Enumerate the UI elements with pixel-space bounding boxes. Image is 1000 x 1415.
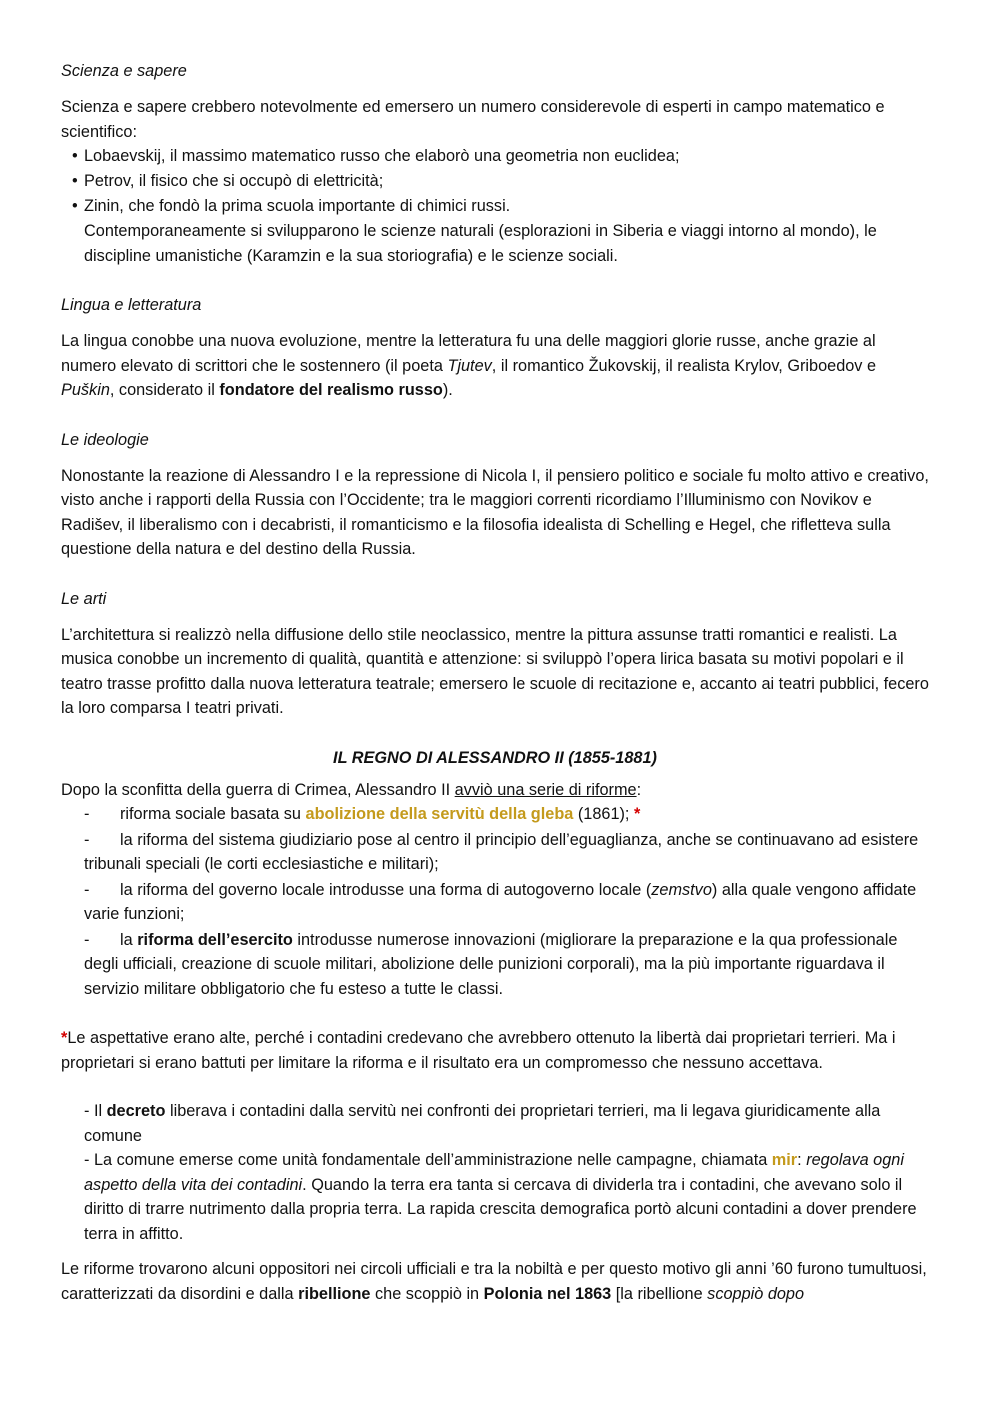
paragraph-scienza-continuation: Contemporaneamente si svilupparono le scienze naturali (esplorazioni in Siberia e viaggi intorno al mondo), le discipline umanistiche (Karamzin e la sua storiografia) e le scienze sociali. <box>84 222 877 265</box>
paragraph-oppositori: Le riforme trovarono alcuni oppositori nei circoli ufficiali e tra la nobiltà e per questo motivo gli anni ’60 furono tumultuosi, caratterizzati da disordini e dalla ribellione che scoppiò in Polonia nel 1863 [la ribellione scoppiò dopo <box>61 1260 927 1303</box>
paragraph-ideologie: Nonostante la reazione di Alessandro I e la repressione di Nicola I, il pensiero politico e sociale fu molto attivo e creativo, visto anche i rapporti della Russia con l’Occidente; tra le maggiori correnti ricordiamo l’Illuminismo con Novikov e Radišev, il liberalismo con i decabristi, il romanticismo e la filosofia idealista di Schelling e Hegel, che rifletteva sulla questione della natura e del destino della Russia. <box>61 466 929 558</box>
note-mir: - La comune emerse come unità fondamentale dell’amministrazione nelle campagne, chiamata mir: regolava ogni aspetto della vita dei contadini. Quando la terra era tanta si cercava di dividerla tra i contadini, che avevano solo il diritto di trarre nutrimento dalla propria terra. La rapida crescita demografica portò alcuni contadini a dover prendere terra in affitto. <box>84 1151 917 1243</box>
section-heading-ideologie: Le ideologie <box>61 430 149 449</box>
list-item: - la riforma del sistema giudiziario pose al centro il principio dell’eguaglianza, anche se continuavano ad esistere tribunali speciali (le corti ecclesiastiche e militari); <box>61 828 929 877</box>
paragraph-aspettative: *Le aspettative erano alte, perché i contadini credevano che avrebbero ottenuto la libertà dai proprietari terrieri. Ma i proprietari si erano battuti per limitare la riforma e il risultato era un compromesso che nessuno accettava. <box>61 1029 896 1072</box>
paragraph-lingua: La lingua conobbe una nuova evoluzione, mentre la letteratura fu una delle maggiori glorie russe, anche grazie al numero elevato di scrittori che le sostennero (il poeta Tjutev, il romantico Žukovskij, il realista Krylov, Griboedov e Puškin, considerato il fondatore del realismo russo). <box>61 332 877 399</box>
document-page <box>61 58 929 1306</box>
dash-icon: - <box>84 805 90 823</box>
bullet-icon: • <box>72 172 78 190</box>
bullet-list-scienziati <box>61 144 929 219</box>
paragraph-riforme-intro: Dopo la sconfitta della guerra di Crimea, Alessandro II avviò una serie di riforme: <box>61 780 642 799</box>
list-item: - riforma sociale basata su abolizione della servitù della gleba (1861); * <box>61 802 929 827</box>
note-decreto: - Il decreto liberava i contadini dalla servitù nei confronti dei proprietari terrieri, ma li legava giuridicamente alla comune <box>84 1102 881 1145</box>
footnote-star: * <box>61 1029 68 1047</box>
list-item: • Zinin, che fondò la prima scuola importante di chimici russi. <box>72 194 929 219</box>
list-item: • Lobaevskij, il massimo matematico russo che elaborò una geometria non euclidea; <box>72 144 929 169</box>
chapter-title: IL REGNO DI ALESSANDRO II (1855-1881) <box>333 748 657 767</box>
paragraph-arti: L’architettura si realizzò nella diffusione dello stile neoclassico, mentre la pittura assunse tratti romantici e realisti. La musica conobbe un incremento di qualità, quantità e attenzione: si sviluppò l’opera lirica basata su motivi popolari e il teatro trasse profitto dalla nuova letteratura teatrale; emersero le scuole di recitazione e, accanto ai teatri pubblici, fecero la loro comparsa I teatri privati. <box>61 625 929 717</box>
list-item: - la riforma del governo locale introdusse una forma di autogoverno locale (zemstvo) alla quale vengono affidate varie funzioni; <box>61 878 929 927</box>
dash-icon: - <box>84 830 90 849</box>
section-heading-lingua: Lingua e letteratura <box>61 296 202 314</box>
dash-icon: - <box>84 930 90 949</box>
paragraph-scienza-intro: Scienza e sapere crebbero notevolmente ed emersero un numero considerevole di esperti in campo matematico e scientifico: <box>61 98 885 141</box>
bullet-icon: • <box>72 197 78 215</box>
list-item: - la riforma dell’esercito introdusse numerose innovazioni (migliorare la preparazione e la qua professionale degli ufficiali, creazione di scuole militari, abolizione delle punizioni corporali), ma la più importante riguardava il servizio militare obbligatorio che fu esteso a tutte le classi. <box>61 928 929 1002</box>
dash-list-riforme <box>61 802 929 1001</box>
bullet-icon: • <box>72 147 78 165</box>
dash-icon: - <box>84 880 90 899</box>
list-item: • Petrov, il fisico che si occupò di elettricità; <box>72 169 929 194</box>
section-heading-arti: Le arti <box>61 589 107 608</box>
section-heading-scienza: Scienza e sapere <box>61 62 187 80</box>
